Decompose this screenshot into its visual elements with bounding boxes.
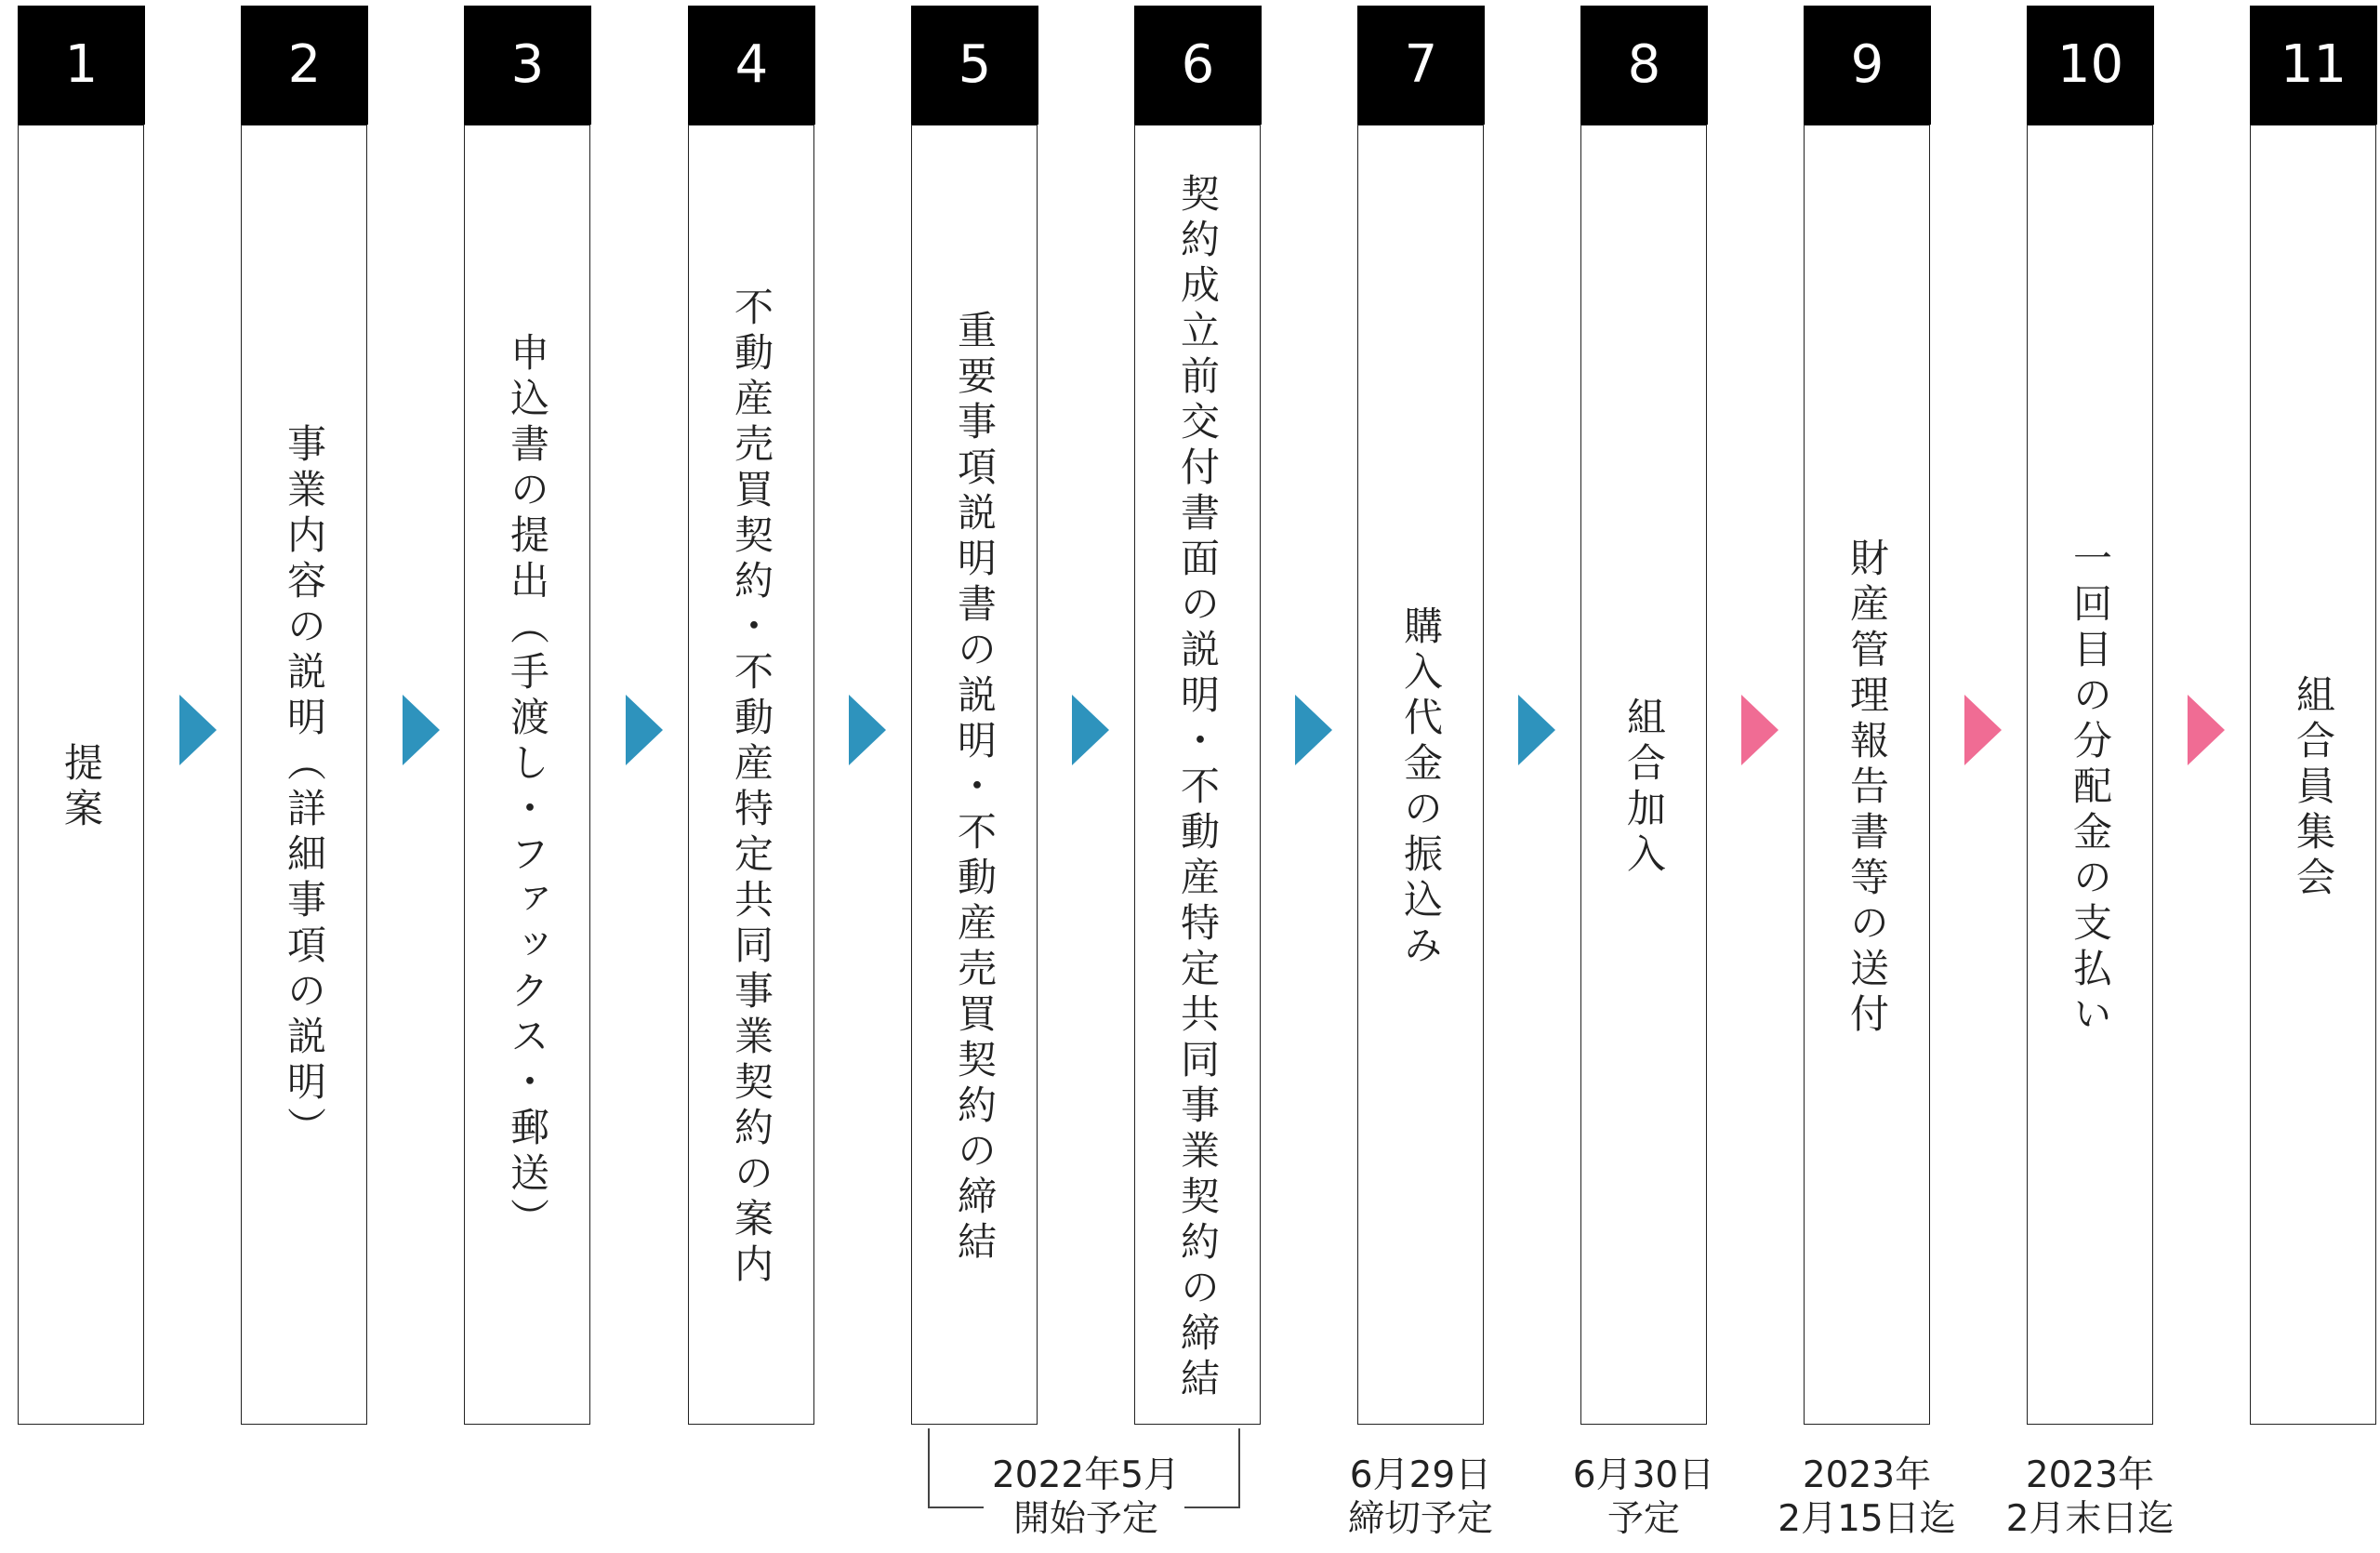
note-line: 開始予定 xyxy=(1012,1498,1158,1540)
step-box xyxy=(911,125,1038,1425)
flow-arrow-icon xyxy=(1964,695,2002,765)
schedule-note-step-8 xyxy=(1551,1453,1737,1541)
flow-arrow-icon xyxy=(1741,695,1778,765)
step-box xyxy=(1804,125,1930,1425)
step-11 xyxy=(2250,6,2377,1428)
step-label: 財産管理報告書等の送付 xyxy=(1844,537,1890,1039)
note-line: 2月15日迄 xyxy=(1778,1498,1956,1540)
step-number: 6 xyxy=(1134,6,1262,125)
step-box xyxy=(18,125,144,1425)
step-6 xyxy=(1134,6,1262,1428)
step-number: 1 xyxy=(18,6,145,125)
flow-arrow-icon xyxy=(403,695,440,765)
step-number: 5 xyxy=(911,6,1038,125)
step-number: 10 xyxy=(2027,6,2154,125)
step-box xyxy=(688,125,814,1425)
step-label: 不動産売買契約・不動産特定共同事業契約の案内 xyxy=(729,286,774,1289)
step-number: 8 xyxy=(1580,6,1708,125)
note-line: 予定 xyxy=(1606,1498,1680,1540)
note-line: 2023年 xyxy=(2025,1454,2155,1496)
note-line: 6月30日 xyxy=(1572,1454,1715,1496)
flow-arrow-icon xyxy=(849,695,886,765)
step-2 xyxy=(241,6,368,1428)
step-label: 事業内容の説明（詳細事項の説明） xyxy=(282,423,327,1152)
step-box xyxy=(1357,125,1484,1425)
step-label: 一回目の分配金の支払い xyxy=(2068,537,2113,1039)
step-number: 3 xyxy=(464,6,591,125)
note-line: 2022年5月 xyxy=(991,1454,1181,1496)
step-1 xyxy=(18,6,145,1428)
step-label: 組合員集会 xyxy=(2291,673,2336,902)
step-number: 9 xyxy=(1804,6,1931,125)
step-label: 組合加入 xyxy=(1621,697,1667,879)
step-box xyxy=(2250,125,2376,1425)
step-label: 提案 xyxy=(59,742,104,833)
step-5 xyxy=(911,6,1038,1428)
step-10 xyxy=(2027,6,2154,1428)
note-line: 6月29日 xyxy=(1349,1454,1492,1496)
step-box xyxy=(2027,125,2153,1425)
schedule-note-steps-5-6 xyxy=(963,1453,1209,1541)
schedule-note-step-7 xyxy=(1328,1453,1514,1541)
step-number: 4 xyxy=(688,6,815,125)
note-line: 2月末日迄 xyxy=(2005,1498,2175,1540)
step-3 xyxy=(464,6,591,1428)
step-number: 7 xyxy=(1357,6,1485,125)
note-line: 締切予定 xyxy=(1347,1498,1493,1540)
flow-arrow-icon xyxy=(1072,695,1109,765)
flow-arrow-icon xyxy=(179,695,217,765)
step-number: 11 xyxy=(2250,6,2377,125)
step-box xyxy=(464,125,590,1425)
flow-arrow-icon xyxy=(1295,695,1332,765)
step-box xyxy=(241,125,367,1425)
schedule-note-step-10 xyxy=(1983,1453,2197,1541)
step-box xyxy=(1134,125,1261,1425)
step-label: 購入代金の振込み xyxy=(1398,605,1444,970)
step-number: 2 xyxy=(241,6,368,125)
step-label: 重要事項説明書の説明・不動産売買契約の締結 xyxy=(952,309,998,1267)
step-9 xyxy=(1804,6,1931,1428)
step-label: 契約成立前交付書面の説明・不動産特定共同事業契約の締結 xyxy=(1175,172,1221,1403)
step-8 xyxy=(1580,6,1708,1428)
schedule-note-step-9 xyxy=(1760,1453,1974,1541)
note-line: 2023年 xyxy=(1802,1454,1932,1496)
flow-arrow-icon xyxy=(2188,695,2225,765)
step-7 xyxy=(1357,6,1485,1428)
flow-arrow-icon xyxy=(626,695,663,765)
step-box xyxy=(1580,125,1707,1425)
step-label: 申込書の提出（手渡し・ファックス・郵送） xyxy=(505,332,550,1243)
flow-arrow-icon xyxy=(1518,695,1555,765)
step-4 xyxy=(688,6,815,1428)
